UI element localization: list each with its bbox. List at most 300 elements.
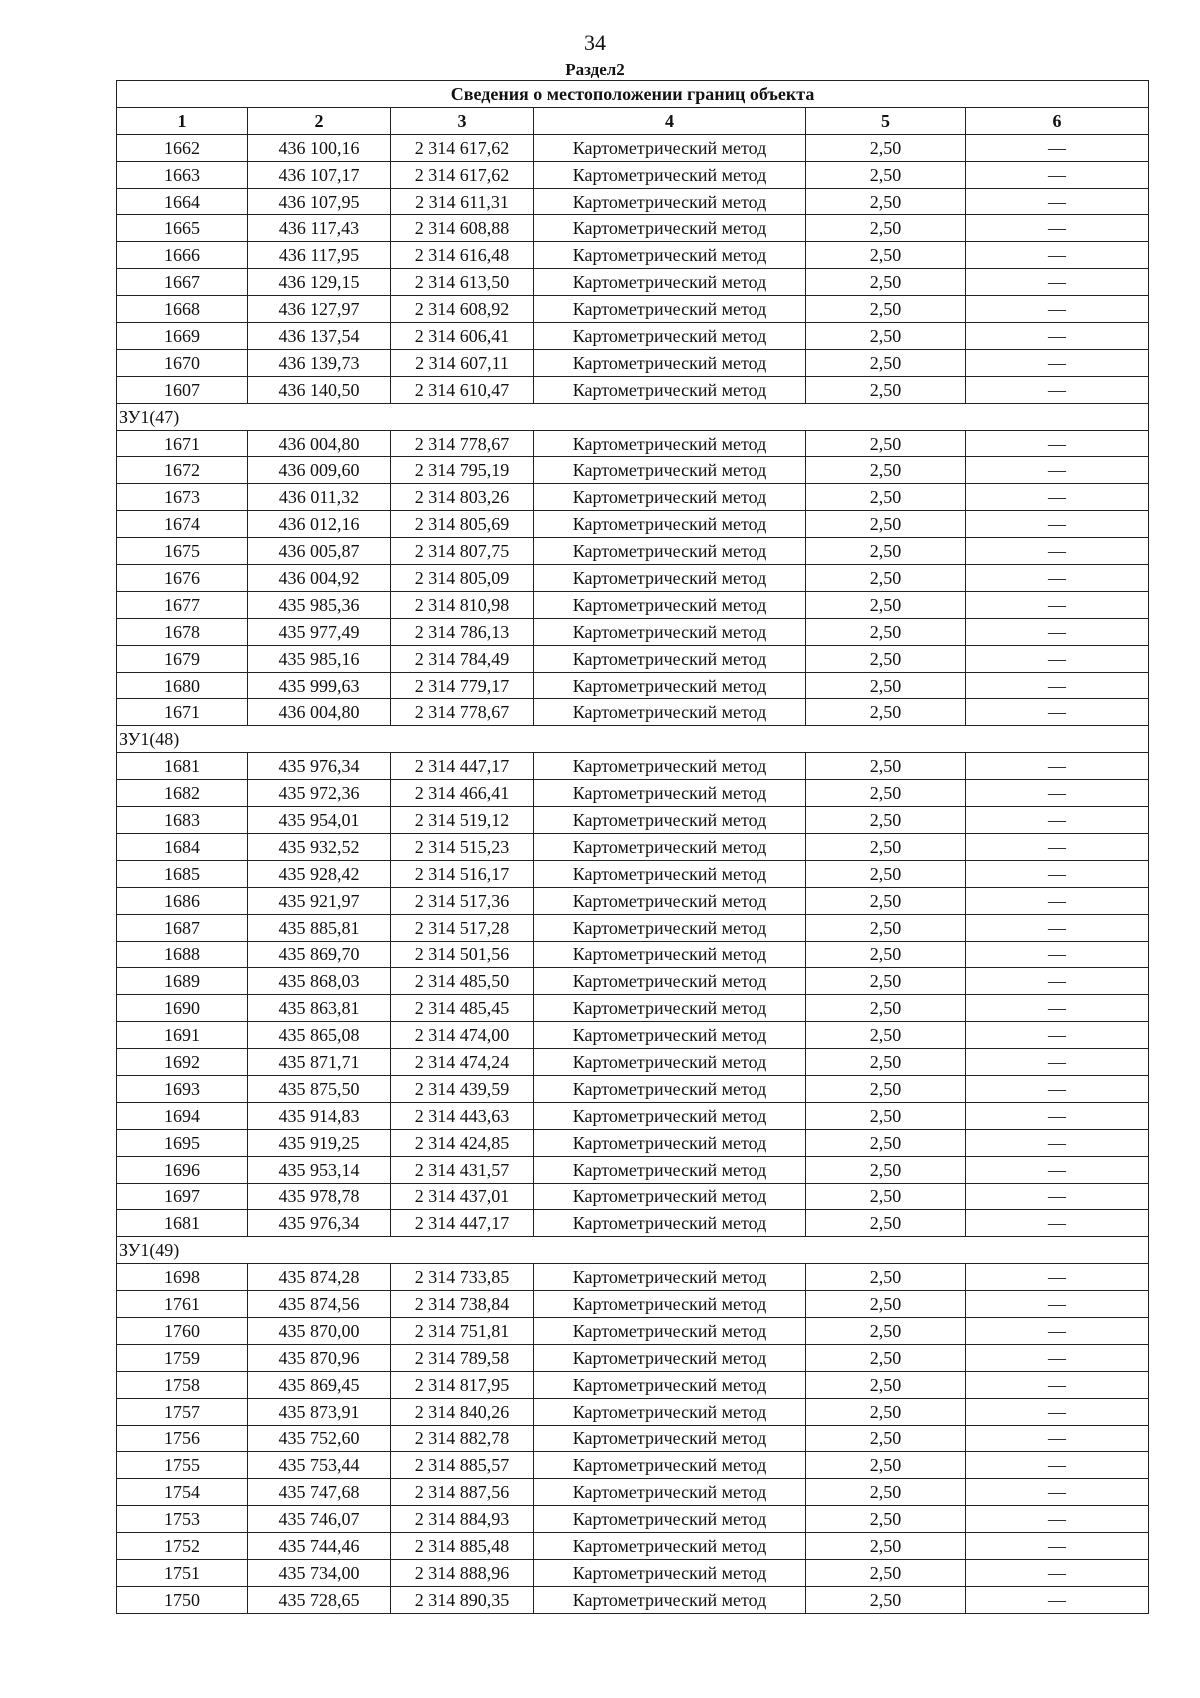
method-cell: Картометрический метод [534,134,806,161]
y-coordinate-cell: 2 314 817,95 [391,1371,534,1398]
note-cell: — [966,941,1149,968]
y-coordinate-cell: 2 314 516,17 [391,860,534,887]
parcel-group-row [117,403,1149,430]
point-number-cell: 1698 [117,1264,248,1291]
note-cell: — [966,296,1149,323]
method-cell: Картометрический метод [534,1210,806,1237]
table-row [117,941,1149,968]
y-coordinate-cell: 2 314 778,67 [391,430,534,457]
point-number-cell: 1663 [117,161,248,188]
method-cell: Картометрический метод [534,457,806,484]
error-cell: 2,50 [806,269,966,296]
point-number-cell: 1679 [117,645,248,672]
x-coordinate-cell: 435 985,16 [248,645,391,672]
point-number-cell: 1682 [117,780,248,807]
x-coordinate-cell: 435 870,00 [248,1317,391,1344]
point-number-cell: 1692 [117,1049,248,1076]
y-coordinate-cell: 2 314 840,26 [391,1398,534,1425]
error-cell: 2,50 [806,941,966,968]
error-cell: 2,50 [806,672,966,699]
x-coordinate-cell: 435 874,56 [248,1291,391,1318]
table-row [117,645,1149,672]
error-cell: 2,50 [806,430,966,457]
error-cell: 2,50 [806,323,966,350]
method-cell: Картометрический метод [534,296,806,323]
error-cell: 2,50 [806,1479,966,1506]
point-number-cell: 1683 [117,807,248,834]
method-cell: Картометрический метод [534,1291,806,1318]
method-cell: Картометрический метод [534,780,806,807]
y-coordinate-cell: 2 314 611,31 [391,188,534,215]
error-cell: 2,50 [806,1344,966,1371]
y-coordinate-cell: 2 314 890,35 [391,1586,534,1613]
method-cell: Картометрический метод [534,215,806,242]
table-row [117,565,1149,592]
error-cell: 2,50 [806,296,966,323]
x-coordinate-cell: 435 752,60 [248,1425,391,1452]
error-cell: 2,50 [806,457,966,484]
point-number-cell: 1681 [117,753,248,780]
y-coordinate-cell: 2 314 887,56 [391,1479,534,1506]
table-row [117,161,1149,188]
error-cell: 2,50 [806,538,966,565]
error-cell: 2,50 [806,1264,966,1291]
y-coordinate-cell: 2 314 606,41 [391,323,534,350]
method-cell: Картометрический метод [534,618,806,645]
method-cell: Картометрический метод [534,1586,806,1613]
column-header: 3 [391,107,534,134]
point-number-cell: 1753 [117,1506,248,1533]
y-coordinate-cell: 2 314 885,57 [391,1452,534,1479]
error-cell: 2,50 [806,1102,966,1129]
table-row [117,269,1149,296]
note-cell: — [966,618,1149,645]
note-cell: — [966,1291,1149,1318]
y-coordinate-cell: 2 314 617,62 [391,161,534,188]
x-coordinate-cell: 435 865,08 [248,1022,391,1049]
y-coordinate-cell: 2 314 517,28 [391,914,534,941]
note-cell: — [966,538,1149,565]
error-cell: 2,50 [806,1129,966,1156]
point-number-cell: 1666 [117,242,248,269]
table-row [117,1291,1149,1318]
table-row [117,699,1149,726]
table-row [117,860,1149,887]
x-coordinate-cell: 435 978,78 [248,1183,391,1210]
y-coordinate-cell: 2 314 474,24 [391,1049,534,1076]
error-cell: 2,50 [806,188,966,215]
error-cell: 2,50 [806,645,966,672]
boundary-coordinates-table [116,80,1149,1614]
table-row [117,753,1149,780]
point-number-cell: 1673 [117,484,248,511]
parcel-group-row [117,1237,1149,1264]
method-cell: Картометрический метод [534,1264,806,1291]
y-coordinate-cell: 2 314 805,09 [391,565,534,592]
point-number-cell: 1696 [117,1156,248,1183]
x-coordinate-cell: 436 140,50 [248,376,391,403]
error-cell: 2,50 [806,780,966,807]
point-number-cell: 1690 [117,995,248,1022]
note-cell: — [966,887,1149,914]
y-coordinate-cell: 2 314 424,85 [391,1129,534,1156]
table-row [117,538,1149,565]
x-coordinate-cell: 435 921,97 [248,887,391,914]
x-coordinate-cell: 435 953,14 [248,1156,391,1183]
error-cell: 2,50 [806,1075,966,1102]
method-cell: Картометрический метод [534,1506,806,1533]
y-coordinate-cell: 2 314 778,67 [391,699,534,726]
table-row [117,134,1149,161]
table-row [117,1344,1149,1371]
y-coordinate-cell: 2 314 789,58 [391,1344,534,1371]
y-coordinate-cell: 2 314 616,48 [391,242,534,269]
table-row [117,349,1149,376]
point-number-cell: 1668 [117,296,248,323]
note-cell: — [966,1479,1149,1506]
x-coordinate-cell: 435 734,00 [248,1559,391,1586]
method-cell: Картометрический метод [534,1425,806,1452]
method-cell: Картометрический метод [534,1317,806,1344]
x-coordinate-cell: 435 914,83 [248,1102,391,1129]
error-cell: 2,50 [806,914,966,941]
error-cell: 2,50 [806,1291,966,1318]
point-number-cell: 1697 [117,1183,248,1210]
point-number-cell: 1680 [117,672,248,699]
error-cell: 2,50 [806,1210,966,1237]
note-cell: — [966,1452,1149,1479]
point-number-cell: 1759 [117,1344,248,1371]
note-cell: — [966,269,1149,296]
y-coordinate-cell: 2 314 431,57 [391,1156,534,1183]
x-coordinate-cell: 435 985,36 [248,591,391,618]
point-number-cell: 1607 [117,376,248,403]
table-row [117,1129,1149,1156]
table-row [117,968,1149,995]
table-row [117,242,1149,269]
note-cell: — [966,914,1149,941]
table-row [117,914,1149,941]
point-number-cell: 1752 [117,1533,248,1560]
point-number-cell: 1676 [117,565,248,592]
error-cell: 2,50 [806,591,966,618]
y-coordinate-cell: 2 314 608,88 [391,215,534,242]
method-cell: Картометрический метод [534,538,806,565]
table-row [117,457,1149,484]
method-cell: Картометрический метод [534,188,806,215]
note-cell: — [966,1210,1149,1237]
note-cell: — [966,1559,1149,1586]
error-cell: 2,50 [806,699,966,726]
y-coordinate-cell: 2 314 805,69 [391,511,534,538]
x-coordinate-cell: 435 999,63 [248,672,391,699]
y-coordinate-cell: 2 314 610,47 [391,376,534,403]
note-cell: — [966,591,1149,618]
table-row [117,1371,1149,1398]
x-coordinate-cell: 436 005,87 [248,538,391,565]
note-cell: — [966,1049,1149,1076]
y-coordinate-cell: 2 314 613,50 [391,269,534,296]
note-cell: — [966,1129,1149,1156]
note-cell: — [966,1425,1149,1452]
x-coordinate-cell: 436 004,92 [248,565,391,592]
point-number-cell: 1757 [117,1398,248,1425]
note-cell: — [966,484,1149,511]
note-cell: — [966,215,1149,242]
point-number-cell: 1672 [117,457,248,484]
note-cell: — [966,430,1149,457]
table-row [117,1586,1149,1613]
method-cell: Картометрический метод [534,591,806,618]
note-cell: — [966,1264,1149,1291]
method-cell: Картометрический метод [534,565,806,592]
table-row [117,1533,1149,1560]
table-row [117,1049,1149,1076]
error-cell: 2,50 [806,995,966,1022]
method-cell: Картометрический метод [534,699,806,726]
point-number-cell: 1750 [117,1586,248,1613]
point-number-cell: 1687 [117,914,248,941]
method-cell: Картометрический метод [534,1344,806,1371]
x-coordinate-cell: 435 875,50 [248,1075,391,1102]
point-number-cell: 1670 [117,349,248,376]
x-coordinate-cell: 435 746,07 [248,1506,391,1533]
note-cell: — [966,672,1149,699]
table-row [117,1156,1149,1183]
point-number-cell: 1688 [117,941,248,968]
method-cell: Картометрический метод [534,1371,806,1398]
y-coordinate-cell: 2 314 439,59 [391,1075,534,1102]
x-coordinate-cell: 436 137,54 [248,323,391,350]
x-coordinate-cell: 436 011,32 [248,484,391,511]
note-cell: — [966,161,1149,188]
note-cell: — [966,968,1149,995]
note-cell: — [966,780,1149,807]
error-cell: 2,50 [806,134,966,161]
table-row [117,430,1149,457]
y-coordinate-cell: 2 314 784,49 [391,645,534,672]
method-cell: Картометрический метод [534,995,806,1022]
x-coordinate-cell: 435 869,70 [248,941,391,968]
y-coordinate-cell: 2 314 447,17 [391,1210,534,1237]
table-row [117,1075,1149,1102]
method-cell: Картометрический метод [534,242,806,269]
error-cell: 2,50 [806,618,966,645]
point-number-cell: 1686 [117,887,248,914]
table-row [117,1022,1149,1049]
method-cell: Картометрический метод [534,161,806,188]
y-coordinate-cell: 2 314 751,81 [391,1317,534,1344]
section-title: Раздел2 [565,60,625,79]
x-coordinate-cell: 435 871,71 [248,1049,391,1076]
x-coordinate-cell: 436 107,17 [248,161,391,188]
note-cell: — [966,242,1149,269]
error-cell: 2,50 [806,1022,966,1049]
y-coordinate-cell: 2 314 885,48 [391,1533,534,1560]
table-row [117,780,1149,807]
point-number-cell: 1681 [117,1210,248,1237]
error-cell: 2,50 [806,887,966,914]
x-coordinate-cell: 436 012,16 [248,511,391,538]
note-cell: — [966,753,1149,780]
method-cell: Картометрический метод [534,833,806,860]
table-row [117,591,1149,618]
note-cell: — [966,1075,1149,1102]
error-cell: 2,50 [806,1049,966,1076]
y-coordinate-cell: 2 314 501,56 [391,941,534,968]
x-coordinate-cell: 436 107,95 [248,188,391,215]
y-coordinate-cell: 2 314 437,01 [391,1183,534,1210]
column-header: 4 [534,107,806,134]
point-number-cell: 1689 [117,968,248,995]
point-number-cell: 1665 [117,215,248,242]
table-title: Сведения о местоположении границ объекта [117,81,1149,108]
method-cell: Картометрический метод [534,1398,806,1425]
table-row [117,296,1149,323]
x-coordinate-cell: 436 117,43 [248,215,391,242]
note-cell: — [966,1586,1149,1613]
table-row [117,511,1149,538]
error-cell: 2,50 [806,1506,966,1533]
method-cell: Картометрический метод [534,1129,806,1156]
table-row [117,887,1149,914]
error-cell: 2,50 [806,215,966,242]
note-cell: — [966,376,1149,403]
note-cell: — [966,1022,1149,1049]
x-coordinate-cell: 435 932,52 [248,833,391,860]
y-coordinate-cell: 2 314 474,00 [391,1022,534,1049]
x-coordinate-cell: 435 870,96 [248,1344,391,1371]
method-cell: Картометрический метод [534,349,806,376]
method-cell: Картометрический метод [534,1022,806,1049]
note-cell: — [966,1317,1149,1344]
table-row [117,1183,1149,1210]
table-row [117,1506,1149,1533]
point-number-cell: 1758 [117,1371,248,1398]
point-number-cell: 1669 [117,323,248,350]
method-cell: Картометрический метод [534,1183,806,1210]
error-cell: 2,50 [806,1398,966,1425]
parcel-label: ЗУ1(48) [117,726,1149,753]
x-coordinate-cell: 435 869,45 [248,1371,391,1398]
y-coordinate-cell: 2 314 738,84 [391,1291,534,1318]
error-cell: 2,50 [806,968,966,995]
point-number-cell: 1761 [117,1291,248,1318]
method-cell: Картометрический метод [534,484,806,511]
x-coordinate-cell: 435 954,01 [248,807,391,834]
table-row [117,1425,1149,1452]
table-row [117,672,1149,699]
point-number-cell: 1664 [117,188,248,215]
error-cell: 2,50 [806,376,966,403]
note-cell: — [966,860,1149,887]
note-cell: — [966,188,1149,215]
x-coordinate-cell: 436 127,97 [248,296,391,323]
x-coordinate-cell: 435 728,65 [248,1586,391,1613]
y-coordinate-cell: 2 314 617,62 [391,134,534,161]
point-number-cell: 1684 [117,833,248,860]
error-cell: 2,50 [806,833,966,860]
method-cell: Картометрический метод [534,968,806,995]
error-cell: 2,50 [806,1371,966,1398]
note-cell: — [966,323,1149,350]
table-row [117,1559,1149,1586]
note-cell: — [966,511,1149,538]
point-number-cell: 1751 [117,1559,248,1586]
point-number-cell: 1677 [117,591,248,618]
column-header: 6 [966,107,1149,134]
note-cell: — [966,1344,1149,1371]
point-number-cell: 1674 [117,511,248,538]
note-cell: — [966,134,1149,161]
x-coordinate-cell: 435 928,42 [248,860,391,887]
point-number-cell: 1695 [117,1129,248,1156]
method-cell: Картометрический метод [534,1452,806,1479]
error-cell: 2,50 [806,1559,966,1586]
method-cell: Картометрический метод [534,887,806,914]
note-cell: — [966,349,1149,376]
note-cell: — [966,1533,1149,1560]
x-coordinate-cell: 435 919,25 [248,1129,391,1156]
x-coordinate-cell: 436 139,73 [248,349,391,376]
x-coordinate-cell: 436 004,80 [248,699,391,726]
y-coordinate-cell: 2 314 786,13 [391,618,534,645]
x-coordinate-cell: 435 874,28 [248,1264,391,1291]
y-coordinate-cell: 2 314 884,93 [391,1506,534,1533]
point-number-cell: 1675 [117,538,248,565]
method-cell: Картометрический метод [534,807,806,834]
point-number-cell: 1694 [117,1102,248,1129]
table-row [117,188,1149,215]
x-coordinate-cell: 436 100,16 [248,134,391,161]
error-cell: 2,50 [806,1586,966,1613]
parcel-label: ЗУ1(49) [117,1237,1149,1264]
table-row [117,1102,1149,1129]
method-cell: Картометрический метод [534,1156,806,1183]
table-row [117,995,1149,1022]
method-cell: Картометрический метод [534,430,806,457]
method-cell: Картометрический метод [534,323,806,350]
error-cell: 2,50 [806,511,966,538]
error-cell: 2,50 [806,242,966,269]
note-cell: — [966,1156,1149,1183]
error-cell: 2,50 [806,1533,966,1560]
note-cell: — [966,645,1149,672]
x-coordinate-cell: 435 885,81 [248,914,391,941]
point-number-cell: 1662 [117,134,248,161]
y-coordinate-cell: 2 314 485,45 [391,995,534,1022]
x-coordinate-cell: 435 863,81 [248,995,391,1022]
point-number-cell: 1671 [117,699,248,726]
error-cell: 2,50 [806,753,966,780]
table-row [117,215,1149,242]
x-coordinate-cell: 436 009,60 [248,457,391,484]
error-cell: 2,50 [806,860,966,887]
error-cell: 2,50 [806,1425,966,1452]
x-coordinate-cell: 435 977,49 [248,618,391,645]
error-cell: 2,50 [806,1156,966,1183]
error-cell: 2,50 [806,484,966,511]
y-coordinate-cell: 2 314 733,85 [391,1264,534,1291]
y-coordinate-cell: 2 314 779,17 [391,672,534,699]
method-cell: Картометрический метод [534,511,806,538]
x-coordinate-cell: 436 004,80 [248,430,391,457]
point-number-cell: 1756 [117,1425,248,1452]
method-cell: Картометрический метод [534,1102,806,1129]
table-row [117,1452,1149,1479]
y-coordinate-cell: 2 314 515,23 [391,833,534,860]
parcel-group-row [117,726,1149,753]
